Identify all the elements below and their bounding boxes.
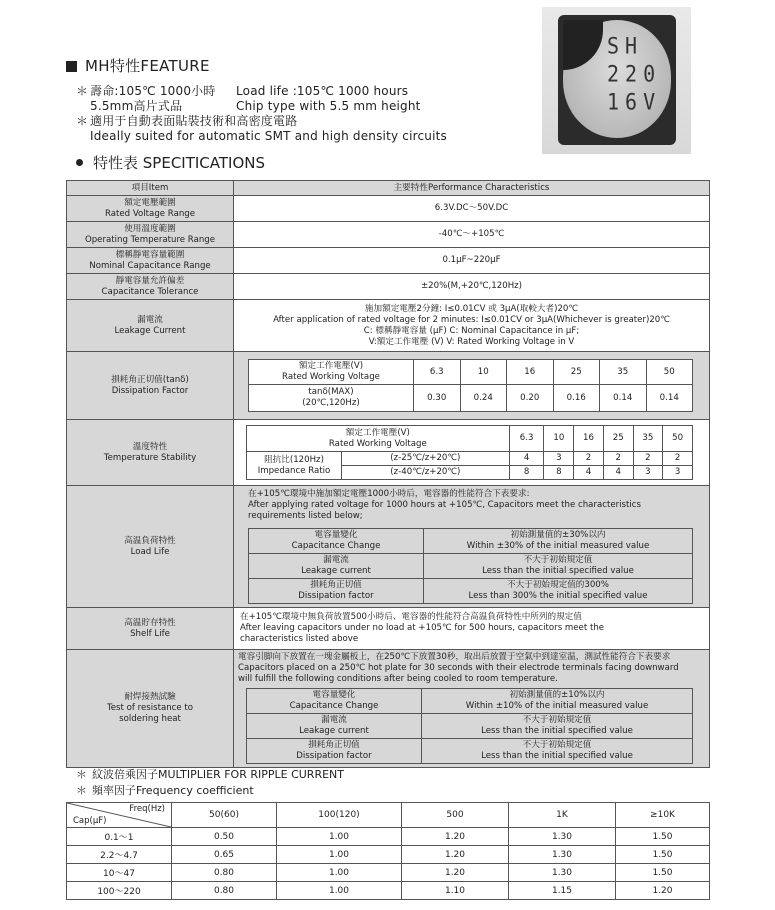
star-bullet: ＊ bbox=[76, 84, 89, 98]
load-life-text: 在+105℃環境中施加額定電壓1000小時后，電容器的性能符合下表要求: bbox=[248, 489, 530, 499]
polarity-mark bbox=[563, 20, 603, 70]
label-zh: 損耗角正切值(tanδ) bbox=[111, 374, 189, 385]
tan-delta-label: tanδ(MAX) bbox=[308, 387, 354, 397]
voltage-cell: 6.3 bbox=[414, 360, 461, 385]
spec-title: 特性表 SPECITICATIONS bbox=[93, 154, 266, 172]
label-en: Shelf Life bbox=[130, 628, 170, 639]
tan-delta-value: 0.24 bbox=[460, 385, 507, 412]
load-life-text: After applying rated voltage for 1000 hours at +105℃, Capacitors meet the characteristics bbox=[248, 500, 641, 510]
coef-cell: 1.50 bbox=[616, 846, 710, 864]
coef-cell: 1.50 bbox=[616, 864, 710, 882]
coef-cell: 1.20 bbox=[402, 864, 509, 882]
feature-line: Load life :105℃ 1000 hours bbox=[236, 84, 409, 98]
voltage-cell: 25 bbox=[603, 426, 633, 452]
voltage-cell: 10 bbox=[460, 360, 507, 385]
criterion-label: 漏電流 bbox=[323, 555, 349, 565]
solder-text: 電容引脚向下放置在一塊金屬板上，在250℃下放置30秒，取出后放置于空氣中到達室温，測試性能符合下表要求 bbox=[238, 652, 671, 662]
spec-row-shelf-life bbox=[67, 608, 710, 650]
feature-title: MH特性FEATURE bbox=[85, 57, 210, 75]
criterion-value: 不大于初始規定值 bbox=[522, 715, 592, 725]
freq-header: 100(120) bbox=[277, 803, 402, 828]
coef-cell: 1.00 bbox=[277, 864, 402, 882]
criterion-value: Within ±30% of the initial measured value bbox=[466, 541, 650, 551]
impedance-value: 4 bbox=[574, 466, 604, 480]
spec-row-solder bbox=[67, 650, 710, 768]
feature-item-1 bbox=[76, 84, 421, 114]
value: -40℃～+105℃ bbox=[234, 222, 710, 248]
criterion-value: Less than the initial specified value bbox=[481, 726, 633, 736]
impedance-value: 2 bbox=[574, 452, 604, 466]
tan-delta-value: 0.14 bbox=[600, 385, 647, 412]
spec-row-cap-tol bbox=[67, 274, 710, 300]
criterion-label: 電容量變化 bbox=[314, 530, 358, 540]
criterion-label: Dissipation factor bbox=[296, 751, 372, 761]
criterion-value: Less than 300% the initial specified value bbox=[468, 591, 648, 601]
leakage-text: C: 標稱靜電容量 (μF) C: Nominal Capacitance in μF; bbox=[363, 325, 580, 336]
feature-line: Ideally suited for automatic SMT and high density circuits bbox=[90, 129, 447, 143]
star-bullet: ＊ bbox=[76, 784, 87, 797]
spec-row-cap-range bbox=[67, 248, 710, 274]
coef-cell: 1.20 bbox=[402, 828, 509, 846]
coef-cell: 1.10 bbox=[402, 882, 509, 900]
cap-cell: 10～47 bbox=[67, 864, 172, 882]
ripple-table bbox=[66, 802, 710, 900]
coef-cell: 1.30 bbox=[509, 846, 616, 864]
criterion-value: 不大于初始規定值 bbox=[522, 740, 592, 750]
cap-label: Cap(μF) bbox=[73, 816, 107, 826]
label-en: Rated Voltage Range bbox=[104, 208, 196, 219]
label-en: Operating Temperature Range bbox=[84, 234, 216, 245]
leakage-text: 施加額定電壓2分鐘: I≤0.01CV 或 3μA(取較大者)20℃ bbox=[364, 303, 579, 314]
criterion-label: Leakage current bbox=[299, 726, 369, 736]
coef-cell: 1.30 bbox=[509, 828, 616, 846]
criterion-label: Leakage current bbox=[301, 566, 371, 576]
coef-cell: 1.20 bbox=[402, 846, 509, 864]
label-zh: 靜電容量允許偏差 bbox=[115, 275, 185, 286]
impedance-label: Impedance Ratio bbox=[257, 465, 331, 476]
voltage-cell: 16 bbox=[574, 426, 604, 452]
impedance-value: 2 bbox=[603, 452, 633, 466]
star-bullet: ＊ bbox=[76, 114, 89, 128]
impedance-condition: (z-40℃/z+20℃) bbox=[342, 466, 510, 480]
spec-heading bbox=[76, 152, 265, 173]
value: 0.1μF~220μF bbox=[234, 248, 710, 274]
ripple-header-row bbox=[67, 803, 710, 828]
spec-row-temp-range bbox=[67, 222, 710, 248]
footnote-frequency bbox=[76, 784, 254, 798]
table-row bbox=[67, 882, 710, 900]
coef-cell: 1.15 bbox=[509, 882, 616, 900]
label-en: Load Life bbox=[130, 546, 170, 557]
tan-delta-value: 0.20 bbox=[507, 385, 554, 412]
cap-cell: 100～220 bbox=[67, 882, 172, 900]
leakage-text: After application of rated voltage for 2 minutes: I≤0.01CV or 3μA(Whichever is greater)20℃ bbox=[273, 314, 670, 325]
diagonal-header-cell bbox=[67, 803, 172, 828]
coef-cell: 1.50 bbox=[616, 828, 710, 846]
label-en: Leakage Current bbox=[114, 325, 186, 336]
coef-cell: 0.65 bbox=[172, 846, 277, 864]
criterion-value: 不大于初始規定值 bbox=[523, 555, 593, 565]
solder-table bbox=[246, 688, 693, 764]
cap-cell: 0.1～1 bbox=[67, 828, 172, 846]
square-bullet-icon bbox=[66, 61, 77, 72]
impedance-value: 3 bbox=[663, 466, 693, 480]
spec-row-leakage bbox=[67, 300, 710, 352]
footnote-text: 頻率因子Frequency coefficient bbox=[92, 784, 254, 797]
coef-cell: 1.00 bbox=[277, 846, 402, 864]
label-en: soldering heat bbox=[119, 714, 181, 724]
coef-cell: 0.80 bbox=[172, 882, 277, 900]
dissipation-header: Rated Working Voltage bbox=[282, 372, 380, 382]
tan-delta-value: 0.14 bbox=[646, 385, 693, 412]
voltage-cell: 50 bbox=[646, 360, 693, 385]
spec-row-dissipation bbox=[67, 352, 710, 420]
criterion-value: Less than the initial specified value bbox=[482, 566, 634, 576]
freq-header: 500 bbox=[402, 803, 509, 828]
impedance-value: 3 bbox=[544, 452, 574, 466]
freq-label: Freq(Hz) bbox=[129, 804, 165, 814]
criterion-value: 不大于初始規定值的300% bbox=[507, 580, 609, 590]
value: ±20%(M,+20℃,120Hz) bbox=[234, 274, 710, 300]
criterion-label: 電容量變化 bbox=[312, 690, 356, 700]
impedance-value: 3 bbox=[633, 466, 663, 480]
criterion-value: Less than the initial specified value bbox=[481, 751, 633, 761]
spec-header-row bbox=[67, 181, 710, 196]
photo-marking: 16V bbox=[607, 88, 662, 116]
star-bullet: ＊ bbox=[76, 768, 87, 781]
spec-table bbox=[66, 180, 710, 768]
tan-delta-value: 0.16 bbox=[553, 385, 600, 412]
spec-row-temp-stability bbox=[67, 420, 710, 486]
footnote-text: 紋波倍乘因子MULTIPLIER FOR RIPPLE CURRENT bbox=[92, 768, 344, 781]
voltage-cell: 10 bbox=[544, 426, 574, 452]
value: 6.3V.DC～50V.DC bbox=[234, 196, 710, 222]
feature-line: Chip type with 5.5 mm height bbox=[236, 99, 421, 113]
feature-heading bbox=[66, 55, 210, 76]
table-row bbox=[67, 864, 710, 882]
label-zh: 高温負荷特性 bbox=[124, 535, 176, 546]
label-zh: 額定電壓範圍 bbox=[124, 197, 176, 208]
impedance-value: 8 bbox=[509, 466, 544, 480]
feature-line: 壽命:105℃ 1000小時 bbox=[90, 84, 216, 98]
coef-cell: 0.80 bbox=[172, 864, 277, 882]
temp-stability-table bbox=[246, 425, 693, 480]
round-bullet-icon bbox=[76, 159, 83, 166]
freq-header: 1K bbox=[509, 803, 616, 828]
label-zh: 標稱靜電容量範圍 bbox=[115, 249, 185, 260]
temp-header: Rated Working Voltage bbox=[328, 438, 427, 449]
spec-row-load-life bbox=[67, 486, 710, 608]
impedance-value: 4 bbox=[603, 466, 633, 480]
impedance-label: 阻抗比(120Hz) bbox=[264, 454, 324, 465]
criterion-value: 初始測量值的±30%以内 bbox=[510, 530, 606, 540]
criterion-value: Within ±10% of the initial measured value bbox=[465, 701, 649, 711]
solder-text: will fulfill the following conditions after being cooled to room temperature. bbox=[238, 674, 558, 684]
coef-cell: 1.30 bbox=[509, 864, 616, 882]
criterion-label: 損耗角正切值 bbox=[308, 740, 360, 750]
leakage-text: V:額定工作電壓 (V) V: Rated Working Voltage in V bbox=[368, 336, 575, 347]
freq-header: 50(60) bbox=[172, 803, 277, 828]
header-item: 項目Item bbox=[67, 181, 234, 196]
capacitor-photo bbox=[542, 7, 691, 154]
voltage-cell: 25 bbox=[553, 360, 600, 385]
voltage-cell: 50 bbox=[663, 426, 693, 452]
load-life-table bbox=[248, 528, 693, 604]
cap-cell: 2.2～4.7 bbox=[67, 846, 172, 864]
dissipation-table bbox=[248, 359, 693, 412]
table-row bbox=[67, 828, 710, 846]
criterion-label: 漏電流 bbox=[321, 715, 347, 725]
load-life-text: requirements listed below; bbox=[248, 511, 363, 521]
photo-marking: SH bbox=[607, 32, 644, 60]
criterion-label: 損耗角正切值 bbox=[310, 580, 362, 590]
tan-delta-label: (20℃,120Hz) bbox=[302, 398, 360, 408]
voltage-cell: 35 bbox=[600, 360, 647, 385]
footnote-ripple bbox=[76, 768, 344, 782]
impedance-value: 2 bbox=[633, 452, 663, 466]
temp-header: 額定工作電壓(V) bbox=[345, 427, 410, 438]
voltage-cell: 6.3 bbox=[509, 426, 544, 452]
label-en: Nominal Capacitance Range bbox=[89, 260, 211, 271]
impedance-value: 4 bbox=[509, 452, 544, 466]
dissipation-header: 額定工作電壓(V) bbox=[298, 361, 364, 371]
shelf-life-text: characteristics listed above bbox=[240, 634, 359, 644]
solder-text: Capacitors placed on a 250℃ hot plate for 30 seconds with their electrode terminals facing downward bbox=[238, 663, 679, 673]
tan-delta-value: 0.30 bbox=[414, 385, 461, 412]
coef-cell: 1.20 bbox=[616, 882, 710, 900]
feature-line: 適用于自動表面貼裝技術和高密度電路 bbox=[90, 114, 298, 128]
impedance-condition: (z-25℃/z+20℃) bbox=[342, 452, 510, 466]
feature-item-2 bbox=[76, 114, 447, 144]
label-en: Dissipation Factor bbox=[111, 385, 189, 396]
label-en: Temperature Stability bbox=[103, 452, 197, 463]
feature-line: 5.5mm高片式品 bbox=[90, 99, 183, 113]
criterion-label: Dissipation factor bbox=[298, 591, 374, 601]
coef-cell: 0.50 bbox=[172, 828, 277, 846]
criterion-label: Capacitance Change bbox=[289, 701, 379, 711]
table-row bbox=[67, 846, 710, 864]
spec-row-rated-voltage bbox=[67, 196, 710, 222]
label-zh: 漏電流 bbox=[137, 314, 163, 325]
header-performance: 主要特性Performance Characteristics bbox=[234, 181, 710, 196]
voltage-cell: 16 bbox=[507, 360, 554, 385]
criterion-label: Capacitance Change bbox=[291, 541, 381, 551]
photo-marking: 220 bbox=[607, 60, 662, 88]
impedance-value: 8 bbox=[544, 466, 574, 480]
label-zh: 溫度特性 bbox=[132, 441, 168, 452]
coef-cell: 1.00 bbox=[277, 882, 402, 900]
label-zh: 耐焊接熱試驗 bbox=[124, 692, 176, 702]
label-en: Capacitance Tolerance bbox=[101, 286, 199, 297]
shelf-life-text: After leaving capacitors under no load at +105℃ for 500 hours, capacitors meet the bbox=[240, 623, 605, 633]
criterion-value: 初始測量值的±10%以内 bbox=[509, 690, 605, 700]
label-zh: 高温貯存特性 bbox=[124, 617, 176, 628]
impedance-value: 2 bbox=[663, 452, 693, 466]
shelf-life-text: 在+105℃環境中無負荷放置500小時后、電容器的性能符合高温負荷特性中所列的規定值 bbox=[240, 612, 582, 622]
voltage-cell: 35 bbox=[633, 426, 663, 452]
label-zh: 使用溫度範圍 bbox=[124, 223, 176, 234]
coef-cell: 1.00 bbox=[277, 828, 402, 846]
label-en: Test of resistance to bbox=[106, 703, 194, 713]
freq-header: ≥10K bbox=[616, 803, 710, 828]
